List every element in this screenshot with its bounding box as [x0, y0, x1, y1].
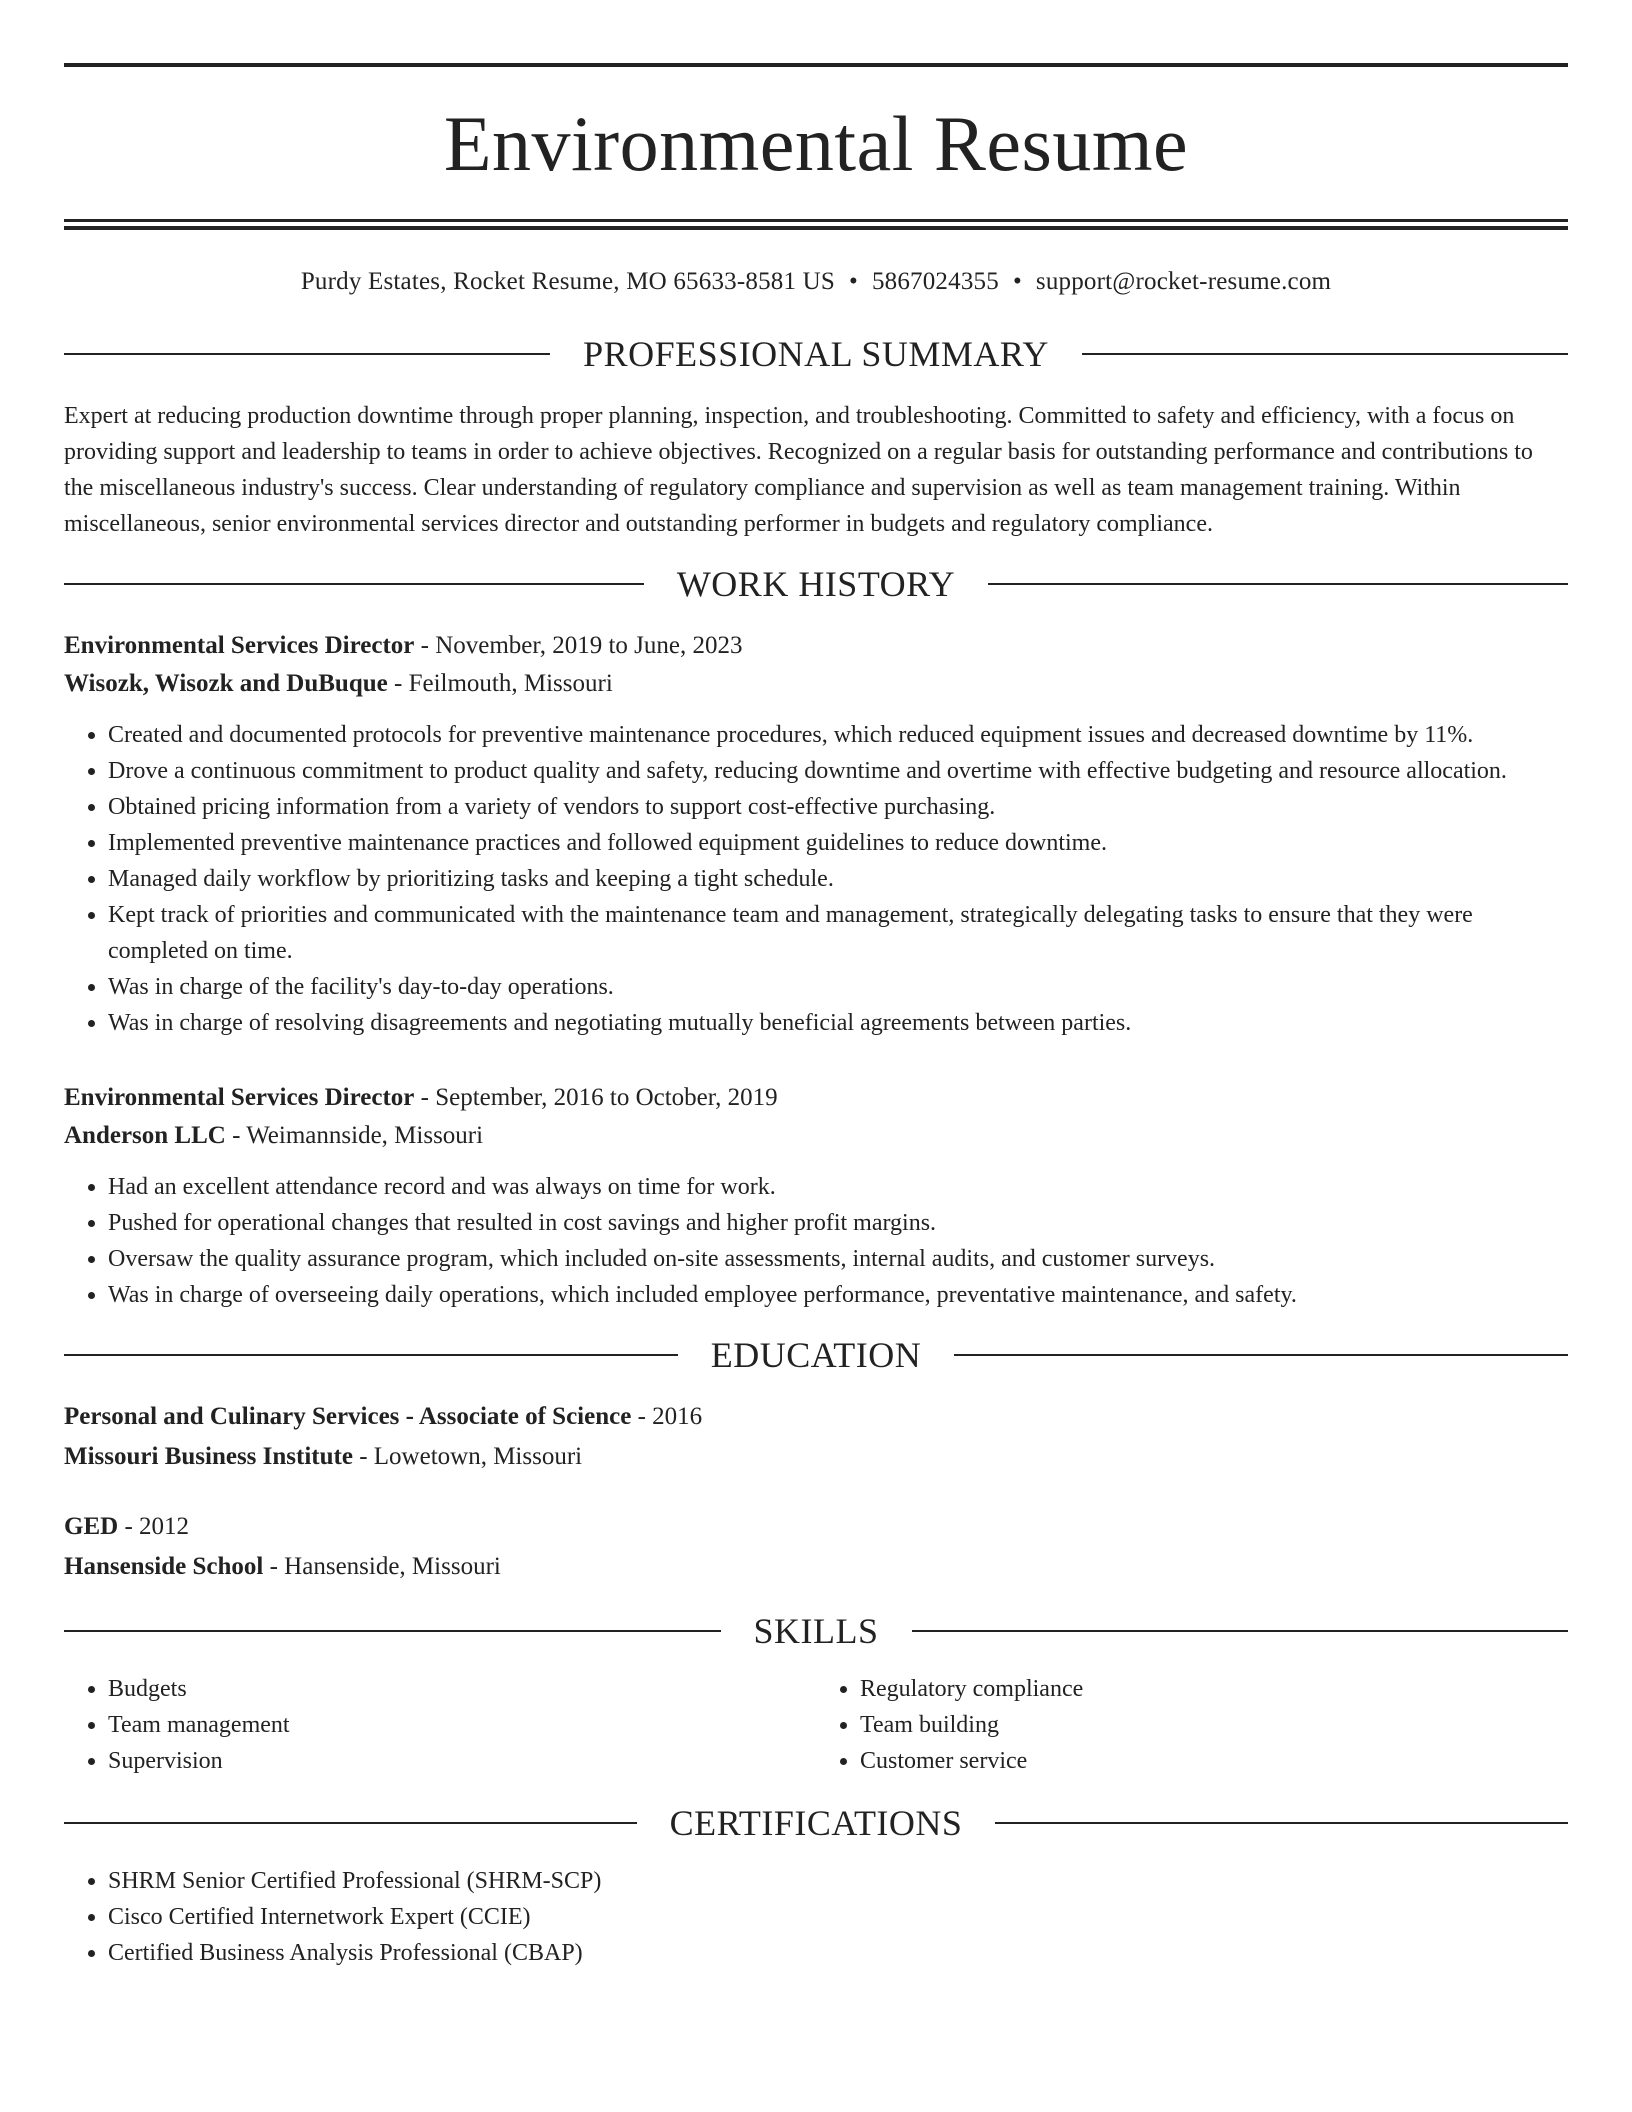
education-school-line — [64, 1437, 1568, 1477]
section-rule — [912, 1630, 1569, 1632]
section-title: WORK HISTORY — [676, 564, 956, 604]
section-rule — [64, 583, 644, 585]
skills-columns — [64, 1671, 1568, 1779]
job-company-line — [64, 665, 1568, 703]
contact-address: Purdy Estates, Rocket Resume, MO 65633-8581 US — [300, 268, 835, 295]
list-item: • Was in charge of the facility's day-to-day operations. — [108, 969, 1568, 1005]
job-company: Anderson LLC — [64, 1122, 226, 1149]
education-school: Hansenside School — [64, 1553, 264, 1580]
education-degree-line — [64, 1507, 1568, 1547]
education-year: - 2012 — [118, 1513, 190, 1540]
skills-left-list — [64, 1671, 816, 1779]
job-bullets — [64, 717, 1568, 1041]
education-location: - Hansenside, Missouri — [263, 1553, 501, 1580]
list-item: • Had an excellent attendance record and was always on time for work. — [108, 1169, 1568, 1205]
list-item: • Obtained pricing information from a variety of vendors to support cost-effective purchasing. — [108, 789, 1568, 825]
contact-email: support@rocket-resume.com — [1035, 268, 1332, 295]
skills-right-list — [816, 1671, 1568, 1779]
certifications-list — [64, 1863, 1568, 1971]
section-rule — [64, 1822, 637, 1824]
job-location: - Weimannside, Missouri — [225, 1122, 484, 1149]
list-item: • Drove a continuous commitment to product quality and safety, reducing downtime and overtime with effective budgeting and resource allocation. — [108, 753, 1568, 789]
list-item: • Customer service — [860, 1743, 1568, 1779]
contact-line — [64, 268, 1568, 296]
resume-title: Environmental Resume — [443, 100, 1189, 187]
section-rule — [64, 1630, 721, 1632]
contact-phone: 5867024355 — [871, 268, 999, 295]
list-item: • Pushed for operational changes that resulted in cost savings and higher profit margins. — [108, 1205, 1568, 1241]
education-school: Missouri Business Institute — [64, 1443, 353, 1470]
contact-separator: • — [1012, 268, 1022, 295]
job-bullets — [64, 1169, 1568, 1313]
list-item: • Supervision — [108, 1743, 816, 1779]
education-degree-line — [64, 1397, 1568, 1437]
section-header-work — [64, 566, 1568, 602]
list-item: • Was in charge of resolving disagreements and negotiating mutually beneficial agreements between parties. — [108, 1005, 1568, 1041]
section-title: CERTIFICATIONS — [669, 1803, 963, 1843]
summary-text: Expert at reducing production downtime through proper planning, inspection, and troubleshooting. Committed to safety and efficiency, with a focus on providing support and leadership to teams in order to achieve objectives. Recognized on a regular basis for outstanding performance and contributions to the miscellaneous industry's success. Clear understanding of regulatory compliance and supervision as well as team management training. Within miscellaneous, senior environmental services director and outstanding performer in budgets and regulatory compliance. — [64, 403, 1533, 537]
education-school-line — [64, 1547, 1568, 1587]
list-item: • Regulatory compliance — [860, 1671, 1568, 1707]
list-item: • Team building — [860, 1707, 1568, 1743]
job-company-line — [64, 1117, 1568, 1155]
section-header-certifications — [64, 1805, 1568, 1841]
title-double-rule — [64, 219, 1568, 230]
top-rule — [64, 63, 1568, 67]
list-item: • SHRM Senior Certified Professional (SHRM-SCP) — [108, 1863, 1568, 1899]
job-role: Environmental Services Director — [64, 632, 415, 659]
job-title-line — [64, 627, 1568, 665]
list-item: • Certified Business Analysis Professional (CBAP) — [108, 1935, 1568, 1971]
education-entry — [64, 1397, 1568, 1477]
job-role: Environmental Services Director — [64, 1084, 415, 1111]
job-entry — [64, 1079, 1568, 1313]
education-location: - Lowetown, Missouri — [352, 1443, 583, 1470]
section-rule — [1082, 353, 1568, 355]
job-location: - Feilmouth, Missouri — [387, 670, 613, 697]
section-title: EDUCATION — [710, 1335, 922, 1375]
job-title-line — [64, 1079, 1568, 1117]
list-item: • Implemented preventive maintenance practices and followed equipment guidelines to reduce downtime. — [108, 825, 1568, 861]
list-item: • Oversaw the quality assurance program, which included on-site assessments, internal audits, and customer surveys. — [108, 1241, 1568, 1277]
section-title: PROFESSIONAL SUMMARY — [583, 334, 1049, 374]
list-item: • Budgets — [108, 1671, 816, 1707]
section-header-education — [64, 1337, 1568, 1373]
education-degree: Personal and Culinary Services - Associate of Science — [64, 1403, 632, 1430]
job-company: Wisozk, Wisozk and DuBuque — [64, 670, 388, 697]
education-degree: GED — [64, 1513, 119, 1540]
list-item: • Managed daily workflow by prioritizing tasks and keeping a tight schedule. — [108, 861, 1568, 897]
section-header-summary — [64, 336, 1568, 372]
section-rule — [64, 1354, 678, 1356]
list-item: • Created and documented protocols for preventive maintenance procedures, which reduced equipment issues and decreased downtime by 11%. — [108, 717, 1568, 753]
section-rule — [995, 1822, 1568, 1824]
list-item: • Cisco Certified Internetwork Expert (CCIE) — [108, 1899, 1568, 1935]
section-rule — [954, 1354, 1568, 1356]
education-year: - 2016 — [631, 1403, 703, 1430]
education-entry — [64, 1507, 1568, 1587]
section-header-skills — [64, 1613, 1568, 1649]
section-rule — [988, 583, 1568, 585]
job-dates: - September, 2016 to October, 2019 — [414, 1084, 778, 1111]
list-item: • Kept track of priorities and communicated with the maintenance team and management, strategically delegating tasks to ensure that they were completed on time. — [108, 897, 1568, 969]
list-item: • Team management — [108, 1707, 816, 1743]
contact-separator: • — [848, 268, 858, 295]
list-item: • Was in charge of overseeing daily operations, which included employee performance, preventative maintenance, and safety. — [108, 1277, 1568, 1313]
section-title: SKILLS — [753, 1611, 879, 1651]
job-dates: - November, 2019 to June, 2023 — [414, 632, 743, 659]
section-rule — [64, 353, 550, 355]
job-entry — [64, 627, 1568, 1041]
